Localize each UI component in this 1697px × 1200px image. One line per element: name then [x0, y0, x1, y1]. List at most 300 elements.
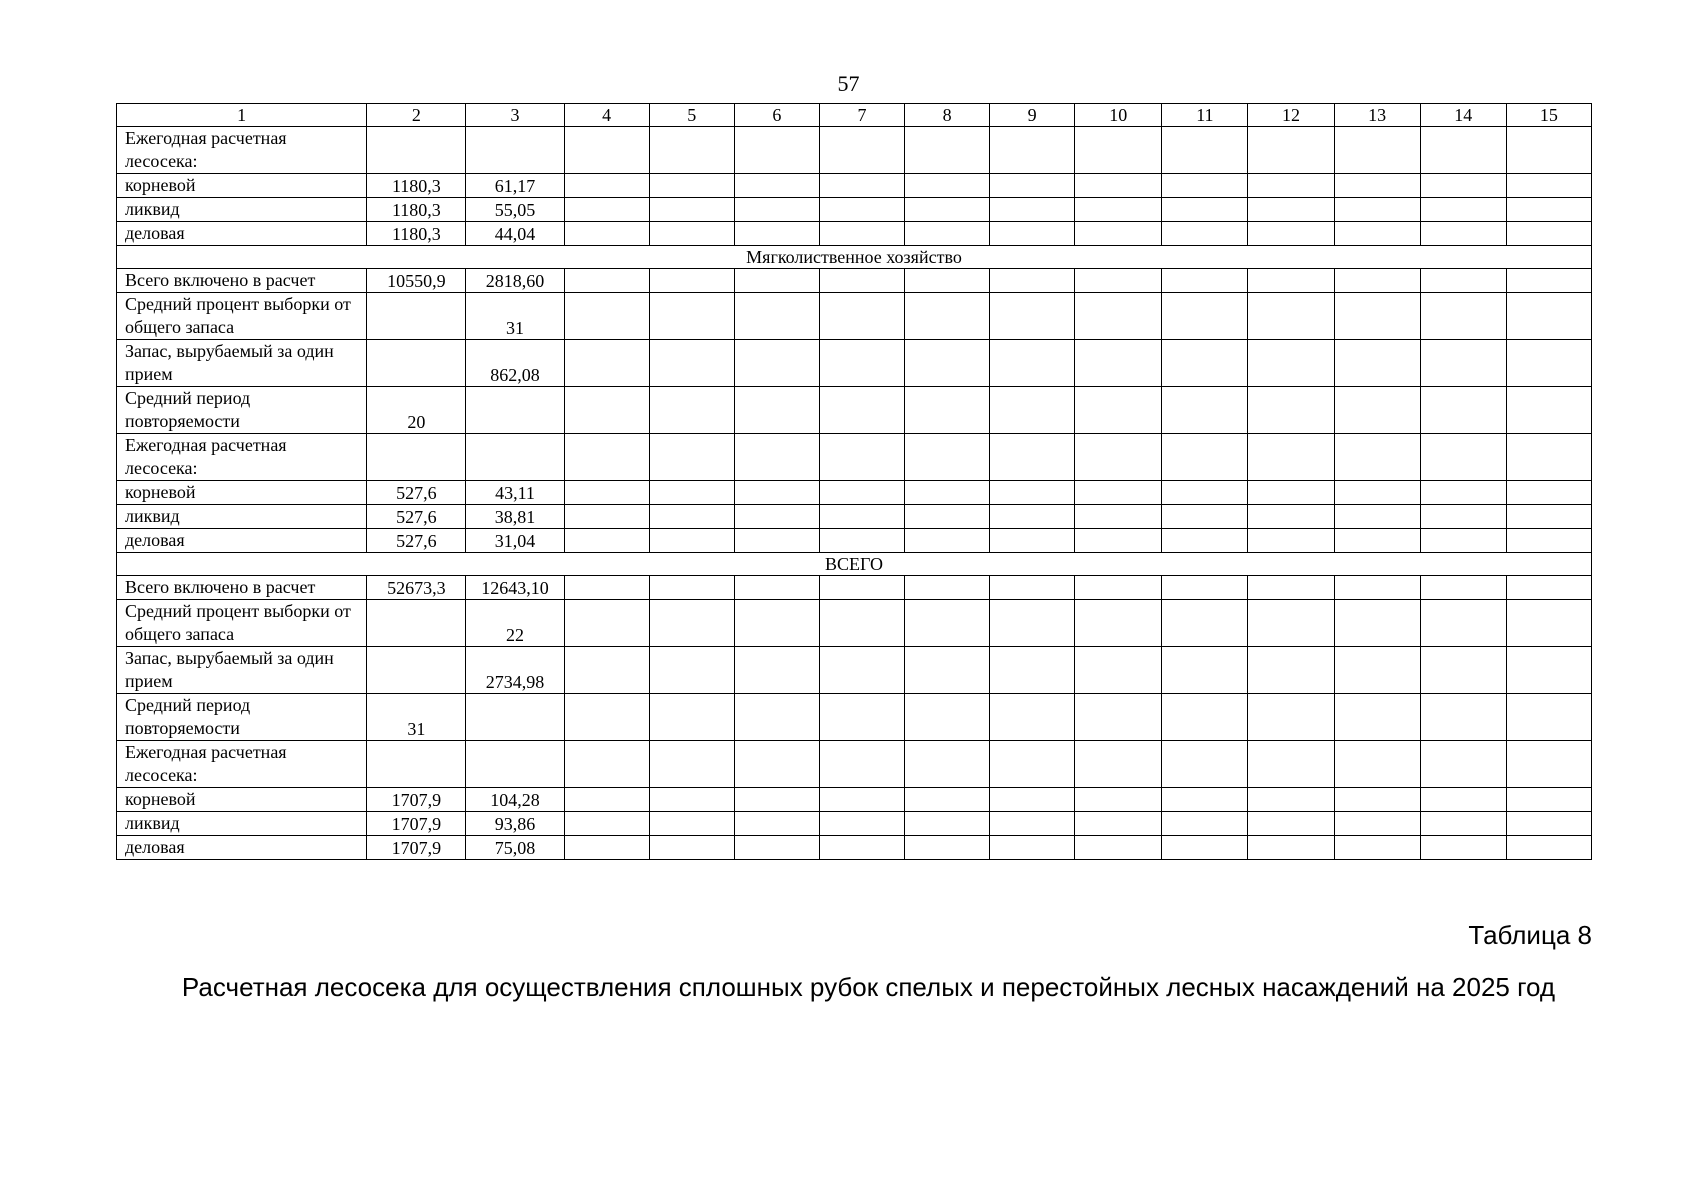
empty-cell — [819, 812, 904, 836]
empty-cell — [734, 788, 819, 812]
header-cell: 13 — [1334, 104, 1420, 127]
empty-cell — [905, 481, 990, 505]
empty-cell — [1334, 529, 1420, 553]
row-label: Всего включено в расчет — [117, 269, 367, 293]
row-label: Средний процент выборки от общего запаса — [117, 600, 367, 647]
value-col-2: 1180,3 — [367, 198, 466, 222]
empty-cell — [734, 127, 819, 174]
empty-cell — [1334, 269, 1420, 293]
table-row — [117, 576, 1592, 600]
empty-cell — [649, 647, 734, 694]
empty-cell — [564, 481, 649, 505]
table-row — [117, 529, 1592, 553]
empty-cell — [1420, 222, 1506, 246]
value-col-3: 22 — [466, 600, 564, 647]
empty-cell — [819, 529, 904, 553]
value-col-3 — [466, 127, 564, 174]
empty-cell — [1420, 434, 1506, 481]
table-row — [117, 505, 1592, 529]
empty-cell — [1334, 576, 1420, 600]
header-cell: 7 — [819, 104, 904, 127]
empty-cell — [1506, 788, 1591, 812]
value-col-2 — [367, 647, 466, 694]
section-row — [117, 553, 1592, 576]
empty-cell — [1162, 812, 1248, 836]
empty-cell — [734, 340, 819, 387]
empty-cell — [1075, 600, 1162, 647]
header-cell: 6 — [734, 104, 819, 127]
empty-cell — [1334, 505, 1420, 529]
empty-cell — [819, 269, 904, 293]
empty-cell — [1075, 481, 1162, 505]
header-cell: 1 — [117, 104, 367, 127]
empty-cell — [564, 741, 649, 788]
empty-cell — [819, 600, 904, 647]
empty-cell — [905, 600, 990, 647]
empty-cell — [649, 481, 734, 505]
empty-cell — [734, 836, 819, 860]
value-col-3: 38,81 — [466, 505, 564, 529]
empty-cell — [649, 340, 734, 387]
value-col-3: 55,05 — [466, 198, 564, 222]
empty-cell — [649, 741, 734, 788]
empty-cell — [1248, 387, 1334, 434]
table-row — [117, 340, 1592, 387]
empty-cell — [564, 387, 649, 434]
table-row — [117, 481, 1592, 505]
empty-cell — [1506, 127, 1591, 174]
empty-cell — [1162, 505, 1248, 529]
header-cell: 10 — [1075, 104, 1162, 127]
empty-cell — [819, 694, 904, 741]
empty-cell — [1248, 434, 1334, 481]
empty-cell — [1334, 694, 1420, 741]
empty-cell — [905, 387, 990, 434]
empty-cell — [1248, 576, 1334, 600]
empty-cell — [649, 269, 734, 293]
empty-cell — [1334, 600, 1420, 647]
table-row — [117, 812, 1592, 836]
empty-cell — [1334, 293, 1420, 340]
empty-cell — [1248, 198, 1334, 222]
empty-cell — [1248, 788, 1334, 812]
value-col-3: 2818,60 — [466, 269, 564, 293]
empty-cell — [990, 340, 1075, 387]
empty-cell — [1420, 481, 1506, 505]
header-cell: 2 — [367, 104, 466, 127]
value-col-2: 31 — [367, 694, 466, 741]
empty-cell — [1162, 198, 1248, 222]
table-body — [117, 104, 1592, 860]
empty-cell — [1162, 600, 1248, 647]
empty-cell — [905, 269, 990, 293]
value-col-2: 527,6 — [367, 481, 466, 505]
empty-cell — [1075, 812, 1162, 836]
empty-cell — [1162, 269, 1248, 293]
empty-cell — [1506, 529, 1591, 553]
empty-cell — [819, 222, 904, 246]
empty-cell — [1075, 788, 1162, 812]
table-row — [117, 836, 1592, 860]
value-col-3: 2734,98 — [466, 647, 564, 694]
value-col-3: 12643,10 — [466, 576, 564, 600]
empty-cell — [1075, 741, 1162, 788]
empty-cell — [564, 434, 649, 481]
empty-cell — [990, 741, 1075, 788]
table-row — [117, 434, 1592, 481]
empty-cell — [1506, 387, 1591, 434]
row-label: Средний период повторяемости — [117, 694, 367, 741]
empty-cell — [734, 387, 819, 434]
empty-cell — [1248, 293, 1334, 340]
row-label: деловая — [117, 836, 367, 860]
empty-cell — [990, 434, 1075, 481]
value-col-2 — [367, 340, 466, 387]
empty-cell — [905, 812, 990, 836]
empty-cell — [1248, 741, 1334, 788]
value-col-2: 1707,9 — [367, 788, 466, 812]
empty-cell — [905, 788, 990, 812]
table-number: Таблица 8 — [1468, 920, 1592, 950]
empty-cell — [905, 505, 990, 529]
empty-cell — [649, 174, 734, 198]
empty-cell — [819, 127, 904, 174]
empty-cell — [564, 340, 649, 387]
empty-cell — [905, 647, 990, 694]
empty-cell — [734, 481, 819, 505]
empty-cell — [1334, 340, 1420, 387]
value-col-2: 527,6 — [367, 505, 466, 529]
table-title: Расчетная лесосека для осуществления сплошных рубок спелых и перестойных лесных насаждений на 2025 год — [181, 972, 1556, 1002]
empty-cell — [1506, 812, 1591, 836]
empty-cell — [819, 741, 904, 788]
value-col-3 — [466, 741, 564, 788]
empty-cell — [734, 434, 819, 481]
header-cell: 5 — [649, 104, 734, 127]
value-col-3: 104,28 — [466, 788, 564, 812]
empty-cell — [1420, 529, 1506, 553]
empty-cell — [734, 576, 819, 600]
empty-cell — [564, 222, 649, 246]
empty-cell — [649, 127, 734, 174]
empty-cell — [1506, 741, 1591, 788]
table-row — [117, 222, 1592, 246]
empty-cell — [734, 600, 819, 647]
empty-cell — [819, 198, 904, 222]
empty-cell — [1420, 836, 1506, 860]
empty-cell — [819, 647, 904, 694]
empty-cell — [819, 505, 904, 529]
header-cell: 8 — [905, 104, 990, 127]
empty-cell — [649, 694, 734, 741]
empty-cell — [1162, 481, 1248, 505]
empty-cell — [734, 529, 819, 553]
empty-cell — [649, 600, 734, 647]
empty-cell — [1506, 340, 1591, 387]
row-label: ликвид — [117, 812, 367, 836]
empty-cell — [1162, 387, 1248, 434]
empty-cell — [819, 481, 904, 505]
empty-cell — [1506, 434, 1591, 481]
empty-cell — [1162, 434, 1248, 481]
empty-cell — [1506, 269, 1591, 293]
empty-cell — [564, 812, 649, 836]
empty-cell — [905, 222, 990, 246]
empty-cell — [734, 222, 819, 246]
empty-cell — [564, 694, 649, 741]
empty-cell — [1506, 505, 1591, 529]
empty-cell — [990, 481, 1075, 505]
value-col-3: 44,04 — [466, 222, 564, 246]
empty-cell — [734, 741, 819, 788]
empty-cell — [649, 836, 734, 860]
empty-cell — [734, 293, 819, 340]
empty-cell — [905, 340, 990, 387]
empty-cell — [990, 788, 1075, 812]
section-heading: Мягколиственное хозяйство — [117, 246, 1592, 269]
empty-cell — [1075, 529, 1162, 553]
row-label: Ежегодная расчетная лесосека: — [117, 741, 367, 788]
empty-cell — [649, 576, 734, 600]
table-row — [117, 127, 1592, 174]
empty-cell — [649, 788, 734, 812]
empty-cell — [990, 174, 1075, 198]
empty-cell — [564, 269, 649, 293]
empty-cell — [1075, 269, 1162, 293]
empty-cell — [905, 293, 990, 340]
value-col-2 — [367, 127, 466, 174]
empty-cell — [905, 174, 990, 198]
table-header-row — [117, 104, 1592, 127]
empty-cell — [1420, 340, 1506, 387]
forest-calculation-table — [116, 103, 1592, 860]
empty-cell — [564, 788, 649, 812]
row-label: Средний период повторяемости — [117, 387, 367, 434]
empty-cell — [734, 198, 819, 222]
value-col-2 — [367, 741, 466, 788]
empty-cell — [1506, 694, 1591, 741]
empty-cell — [564, 198, 649, 222]
empty-cell — [1334, 836, 1420, 860]
empty-cell — [905, 741, 990, 788]
empty-cell — [649, 198, 734, 222]
value-col-3 — [466, 694, 564, 741]
empty-cell — [990, 694, 1075, 741]
empty-cell — [1075, 505, 1162, 529]
empty-cell — [819, 174, 904, 198]
empty-cell — [990, 576, 1075, 600]
empty-cell — [1162, 836, 1248, 860]
row-label: Ежегодная расчетная лесосека: — [117, 127, 367, 174]
value-col-2: 1707,9 — [367, 836, 466, 860]
value-col-2: 52673,3 — [367, 576, 466, 600]
section-row — [117, 246, 1592, 269]
empty-cell — [1075, 647, 1162, 694]
row-label: Запас, вырубаемый за один прием — [117, 340, 367, 387]
empty-cell — [1162, 222, 1248, 246]
empty-cell — [990, 127, 1075, 174]
empty-cell — [1248, 505, 1334, 529]
empty-cell — [1420, 694, 1506, 741]
empty-cell — [1420, 812, 1506, 836]
value-col-3 — [466, 434, 564, 481]
empty-cell — [564, 529, 649, 553]
empty-cell — [1248, 222, 1334, 246]
row-label: Ежегодная расчетная лесосека: — [117, 434, 367, 481]
value-col-2 — [367, 434, 466, 481]
header-cell: 9 — [990, 104, 1075, 127]
table-row — [117, 174, 1592, 198]
empty-cell — [1334, 812, 1420, 836]
empty-cell — [1334, 198, 1420, 222]
empty-cell — [1334, 741, 1420, 788]
empty-cell — [1075, 434, 1162, 481]
row-label: ликвид — [117, 505, 367, 529]
empty-cell — [1162, 127, 1248, 174]
empty-cell — [819, 387, 904, 434]
empty-cell — [990, 198, 1075, 222]
empty-cell — [990, 222, 1075, 246]
empty-cell — [649, 434, 734, 481]
table-row — [117, 694, 1592, 741]
value-col-3: 43,11 — [466, 481, 564, 505]
empty-cell — [819, 576, 904, 600]
empty-cell — [1162, 529, 1248, 553]
empty-cell — [1420, 198, 1506, 222]
value-col-2: 1180,3 — [367, 222, 466, 246]
empty-cell — [1248, 340, 1334, 387]
empty-cell — [990, 529, 1075, 553]
empty-cell — [734, 174, 819, 198]
row-label: деловая — [117, 222, 367, 246]
empty-cell — [1506, 174, 1591, 198]
empty-cell — [1248, 836, 1334, 860]
row-label: корневой — [117, 481, 367, 505]
empty-cell — [1334, 387, 1420, 434]
empty-cell — [905, 127, 990, 174]
empty-cell — [1420, 127, 1506, 174]
empty-cell — [1162, 694, 1248, 741]
empty-cell — [1162, 788, 1248, 812]
empty-cell — [905, 434, 990, 481]
empty-cell — [1075, 387, 1162, 434]
empty-cell — [1248, 812, 1334, 836]
empty-cell — [1162, 340, 1248, 387]
empty-cell — [1162, 741, 1248, 788]
empty-cell — [734, 694, 819, 741]
empty-cell — [990, 387, 1075, 434]
empty-cell — [1334, 127, 1420, 174]
empty-cell — [1334, 174, 1420, 198]
empty-cell — [1506, 600, 1591, 647]
empty-cell — [649, 387, 734, 434]
value-col-2: 527,6 — [367, 529, 466, 553]
empty-cell — [1506, 222, 1591, 246]
empty-cell — [1420, 293, 1506, 340]
empty-cell — [649, 222, 734, 246]
empty-cell — [990, 293, 1075, 340]
empty-cell — [1075, 576, 1162, 600]
empty-cell — [734, 505, 819, 529]
empty-cell — [1248, 269, 1334, 293]
value-col-3: 75,08 — [466, 836, 564, 860]
row-label: ликвид — [117, 198, 367, 222]
value-col-2 — [367, 600, 466, 647]
table-row — [117, 198, 1592, 222]
row-label: корневой — [117, 788, 367, 812]
empty-cell — [1248, 694, 1334, 741]
empty-cell — [1248, 127, 1334, 174]
empty-cell — [649, 293, 734, 340]
header-cell: 15 — [1506, 104, 1591, 127]
value-col-3 — [466, 387, 564, 434]
empty-cell — [819, 293, 904, 340]
value-col-2: 1180,3 — [367, 174, 466, 198]
empty-cell — [734, 269, 819, 293]
header-cell: 4 — [564, 104, 649, 127]
empty-cell — [734, 647, 819, 694]
row-label: Запас, вырубаемый за один прием — [117, 647, 367, 694]
empty-cell — [819, 836, 904, 860]
empty-cell — [649, 505, 734, 529]
empty-cell — [564, 174, 649, 198]
empty-cell — [1506, 576, 1591, 600]
empty-cell — [1420, 788, 1506, 812]
row-label: корневой — [117, 174, 367, 198]
empty-cell — [1506, 198, 1591, 222]
empty-cell — [1506, 481, 1591, 505]
value-col-2: 20 — [367, 387, 466, 434]
empty-cell — [564, 127, 649, 174]
empty-cell — [990, 647, 1075, 694]
table-row — [117, 293, 1592, 340]
empty-cell — [564, 836, 649, 860]
value-col-3: 31,04 — [466, 529, 564, 553]
empty-cell — [1162, 647, 1248, 694]
empty-cell — [649, 529, 734, 553]
empty-cell — [1075, 174, 1162, 198]
row-label: деловая — [117, 529, 367, 553]
value-col-3: 31 — [466, 293, 564, 340]
value-col-3: 61,17 — [466, 174, 564, 198]
empty-cell — [1075, 198, 1162, 222]
section-heading: ВСЕГО — [117, 553, 1592, 576]
page-number: 57 — [837, 71, 860, 96]
empty-cell — [990, 812, 1075, 836]
empty-cell — [990, 836, 1075, 860]
value-col-2: 10550,9 — [367, 269, 466, 293]
empty-cell — [905, 529, 990, 553]
table-row — [117, 600, 1592, 647]
table-row — [117, 269, 1592, 293]
empty-cell — [734, 812, 819, 836]
header-cell: 14 — [1420, 104, 1506, 127]
empty-cell — [1075, 694, 1162, 741]
table-row — [117, 788, 1592, 812]
empty-cell — [1334, 434, 1420, 481]
empty-cell — [1334, 788, 1420, 812]
empty-cell — [564, 600, 649, 647]
empty-cell — [1075, 222, 1162, 246]
empty-cell — [1248, 529, 1334, 553]
empty-cell — [564, 647, 649, 694]
empty-cell — [905, 198, 990, 222]
empty-cell — [564, 505, 649, 529]
empty-cell — [819, 340, 904, 387]
header-cell: 11 — [1162, 104, 1248, 127]
table-row — [117, 647, 1592, 694]
value-col-2: 1707,9 — [367, 812, 466, 836]
